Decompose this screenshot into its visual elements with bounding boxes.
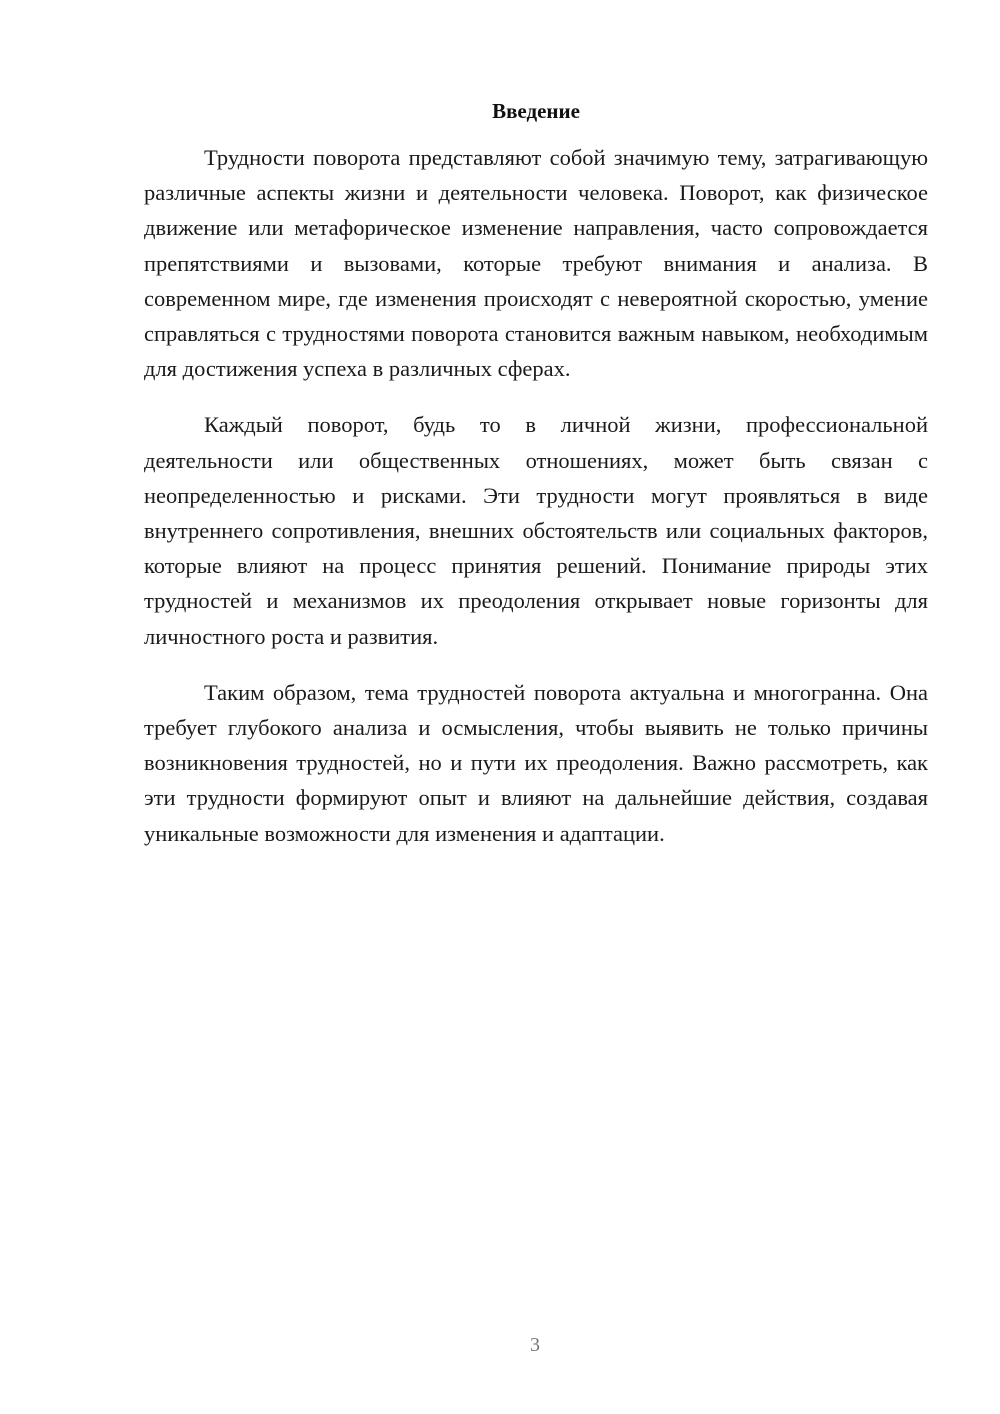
section-title: Введение	[492, 99, 580, 123]
paragraph-3: Таким образом, тема трудностей поворота актуальна и многогранна. Она требует глубокого анализа и осмысления, чтобы выявить не только причины возникновения трудностей, но и пути их преодоления. Важно рассмотреть, как эти трудности формируют опыт и влияют на дальнейшие действия, создавая уникальные возможности для изменения и адаптации.	[144, 679, 928, 846]
page-content	[144, 96, 928, 872]
paragraph-2: Каждый поворот, будь то в личной жизни, профессиональной деятельности или общественных отношениях, может быть связан с неопределенностью и рисками. Эти трудности могут проявляться в виде внутреннего сопротивления, внешних обстоятельств или социальных факторов, которые влияют на процесс принятия решений. Понимание природы этих трудностей и механизмов их преодоления открывает новые горизонты для личностного роста и развития.	[144, 412, 928, 649]
paragraph-1: Трудности поворота представляют собой значимую тему, затрагивающую различные аспекты жизни и деятельности человека. Поворот, как физическое движение или метафорическое изменение направления, часто сопровождается препятствиями и вызовами, которые требуют внимания и анализа. В современном мире, где изменения происходят с невероятной скоростью, умение справляться с трудностями поворота становится важным навыком, необходимым для достижения успеха в различных сферах.	[144, 145, 928, 382]
page-number: 3	[530, 1334, 540, 1356]
